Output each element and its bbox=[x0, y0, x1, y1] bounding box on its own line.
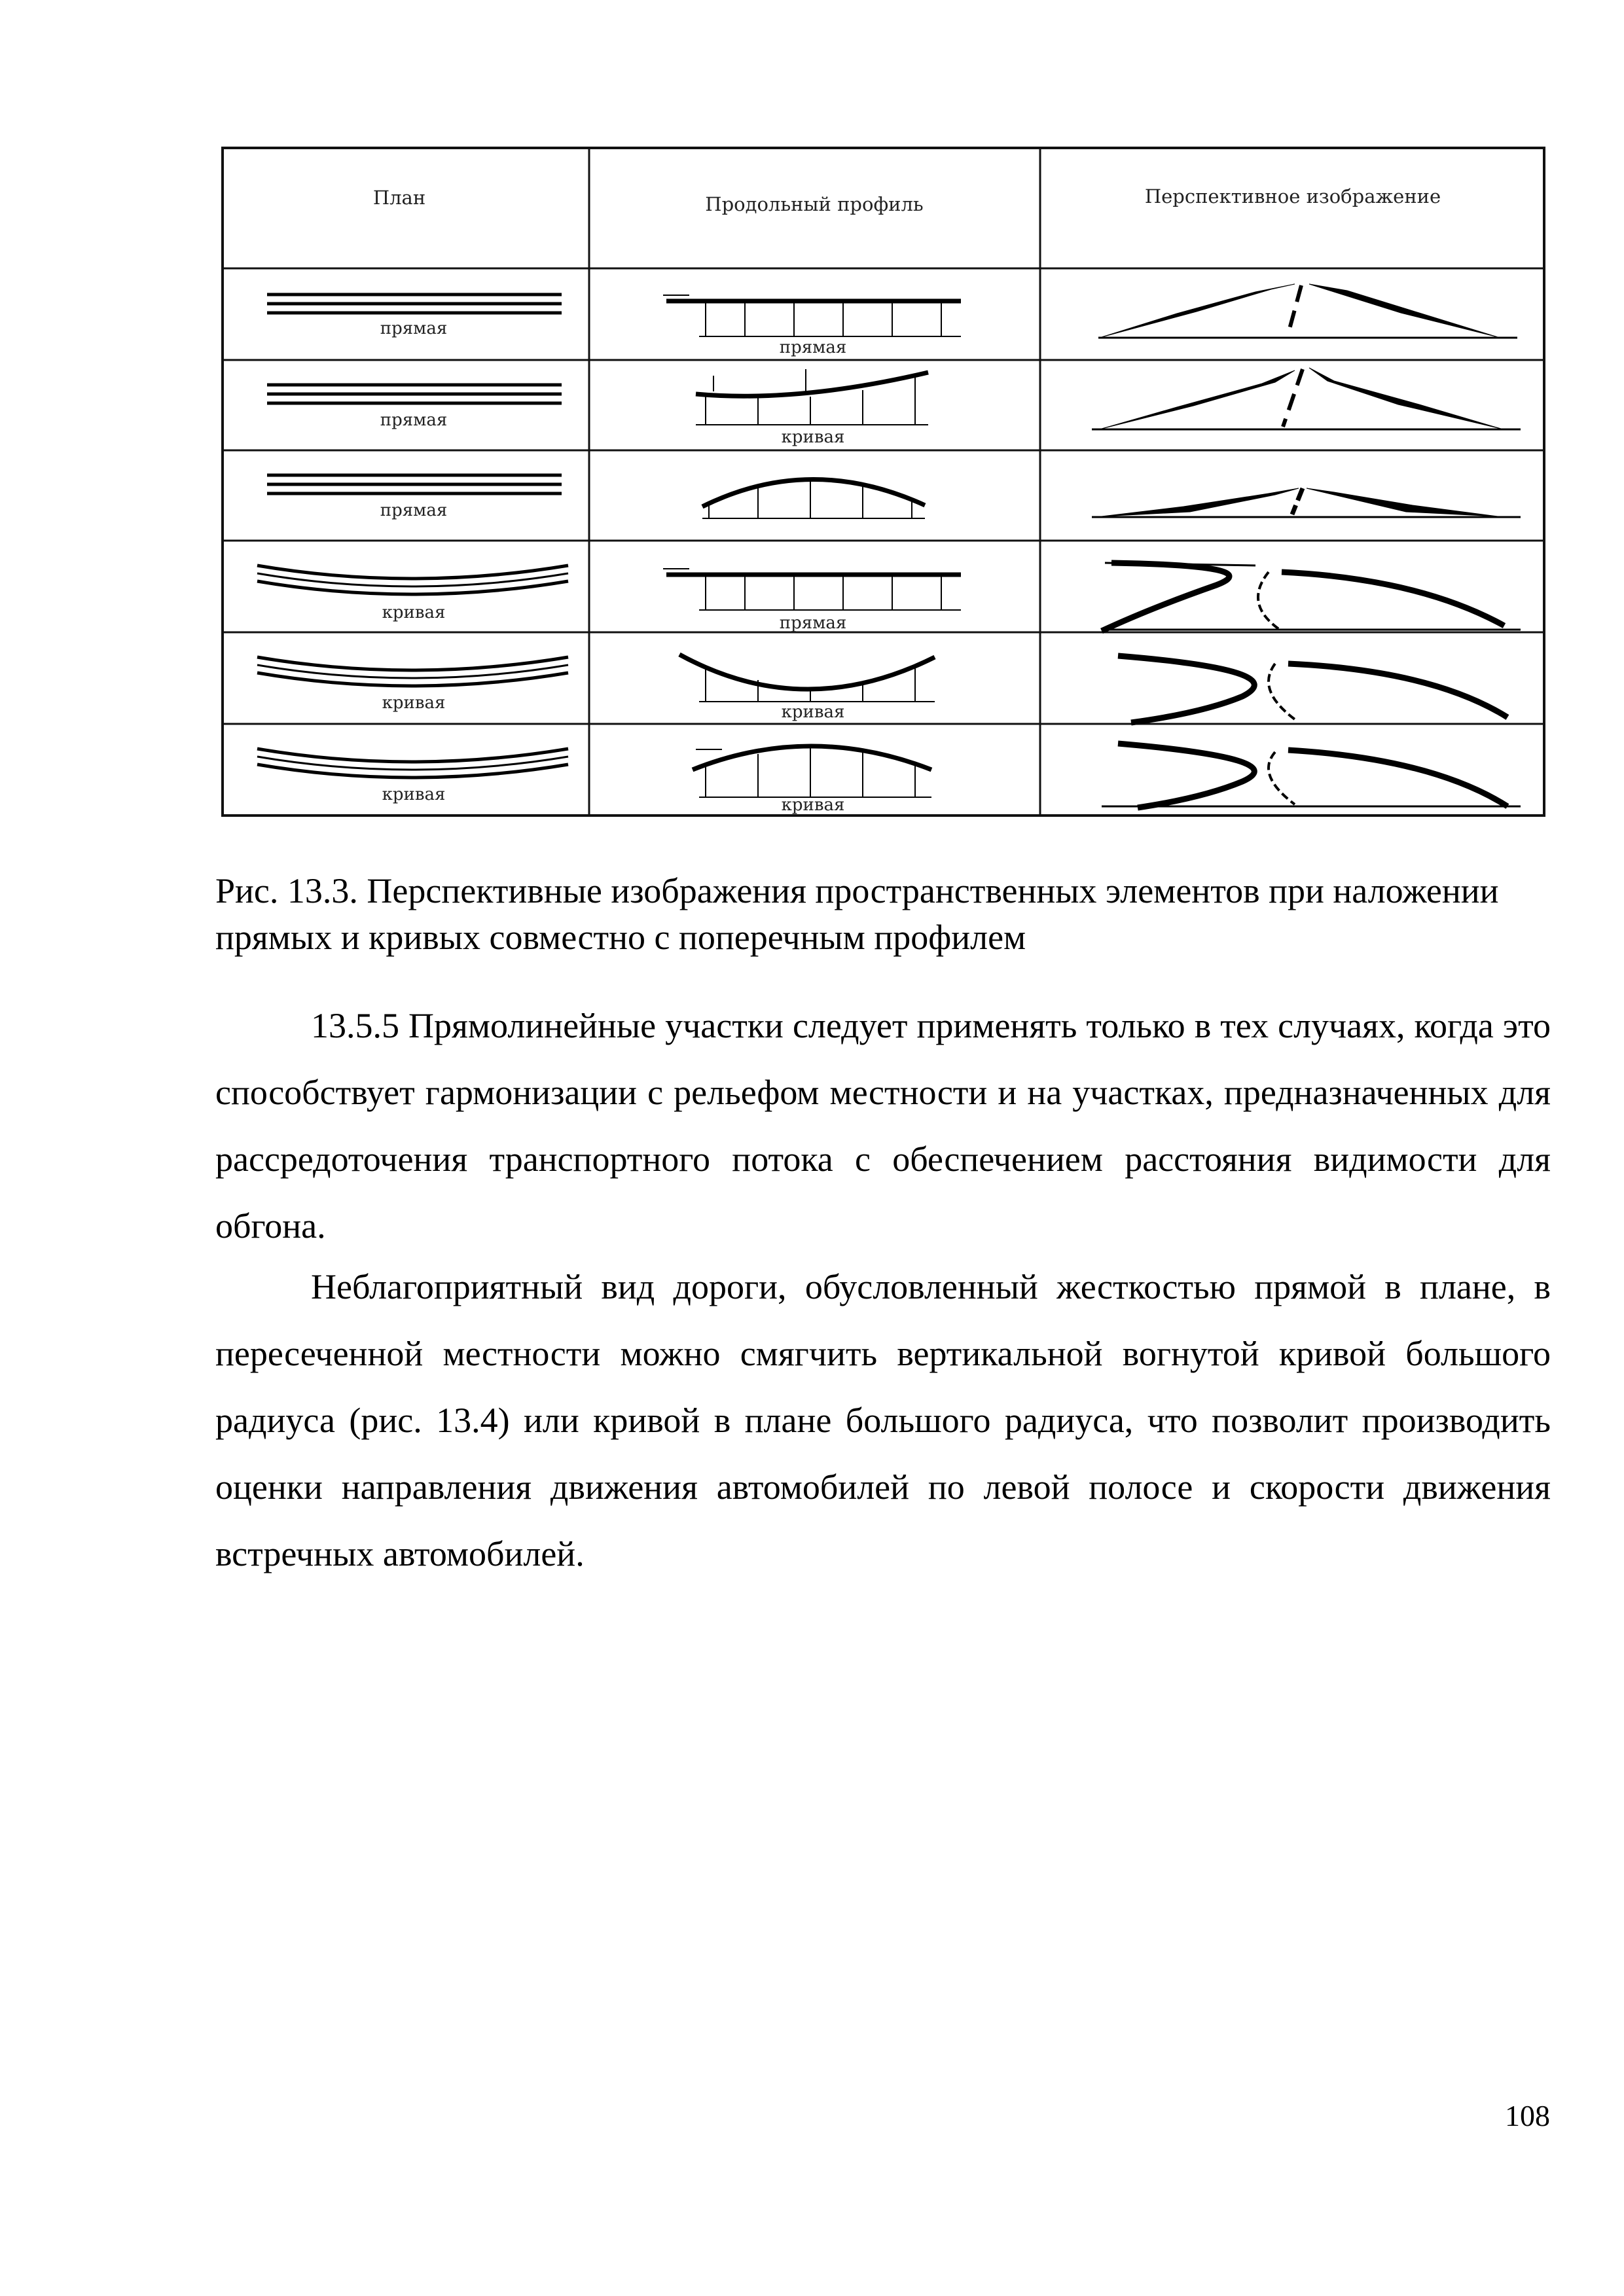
plan-curved-road bbox=[257, 565, 568, 594]
figure-caption: Рис. 13.3. Перспективные изображения пространственных элементов при наложении прямых и кривых совместно с поперечным профилем bbox=[215, 871, 1499, 957]
plan-label: кривая bbox=[382, 603, 446, 622]
paragraph-unfavorable-view: Неблагоприятный вид дороги, обусловленный жесткостью прямой в плане, в пересеченной местности можно смягчить вертикальной вогнутой кривой большого радиуса (рис. 13.4) или кривой в плане большого радиуса, что позволит производить оценки направления движения автомобилей по левой полосе и скорости движения встречных автомобилей. bbox=[215, 1267, 1551, 1573]
profile-label: кривая bbox=[781, 702, 845, 722]
row-5 bbox=[257, 655, 1507, 723]
profile-sag-curve bbox=[696, 369, 928, 425]
plan-label: кривая bbox=[382, 693, 446, 713]
row-6 bbox=[257, 744, 1521, 815]
figure-13-3-table bbox=[221, 147, 1545, 817]
profile-sag-curve bbox=[679, 655, 935, 702]
perspective-drawing bbox=[1092, 488, 1521, 517]
plan-curved-road bbox=[257, 657, 568, 686]
profile-straight bbox=[663, 569, 961, 610]
row-3 bbox=[267, 475, 1521, 520]
header-profile: Продольный профиль bbox=[705, 193, 924, 215]
plan-straight-road bbox=[267, 475, 562, 493]
perspective-drawing bbox=[1092, 368, 1521, 429]
plan-label: кривая bbox=[382, 785, 446, 804]
header-perspective: Перспективное изображение bbox=[1144, 185, 1441, 207]
perspective-drawing bbox=[1102, 744, 1521, 808]
header-plan: План bbox=[372, 187, 426, 209]
profile-crest-curve bbox=[702, 479, 925, 518]
plan-label: прямая bbox=[380, 319, 448, 338]
plan-curved-road bbox=[257, 749, 568, 778]
perspective-drawing bbox=[1102, 563, 1521, 631]
profile-label: кривая bbox=[781, 795, 845, 815]
profile-straight bbox=[663, 295, 961, 336]
profile-crest-curve bbox=[693, 746, 931, 797]
perspective-drawing bbox=[1118, 656, 1507, 723]
profile-label: прямая bbox=[779, 338, 847, 357]
paragraph-13-5-5: 13.5.5 Прямолинейные участки следует применять только в тех случаях, когда это способствует гармонизации с рельефом местности и на участках, предназначенных для рассредоточения транспортного потока с обеспечением расстояния видимости для обгона. bbox=[215, 1006, 1551, 1246]
profile-label: прямая bbox=[779, 613, 847, 633]
row-1 bbox=[267, 284, 1517, 357]
row-4 bbox=[257, 563, 1521, 633]
table-grid bbox=[221, 147, 1545, 817]
plan-label: прямая bbox=[380, 501, 448, 520]
plan-straight-road bbox=[267, 385, 562, 403]
plan-label: прямая bbox=[380, 410, 448, 430]
perspective-drawing bbox=[1098, 284, 1517, 338]
plan-straight-road bbox=[267, 295, 562, 313]
profile-label: кривая bbox=[781, 427, 845, 447]
page-number: 108 bbox=[1505, 2099, 1550, 2132]
row-2 bbox=[267, 368, 1521, 447]
